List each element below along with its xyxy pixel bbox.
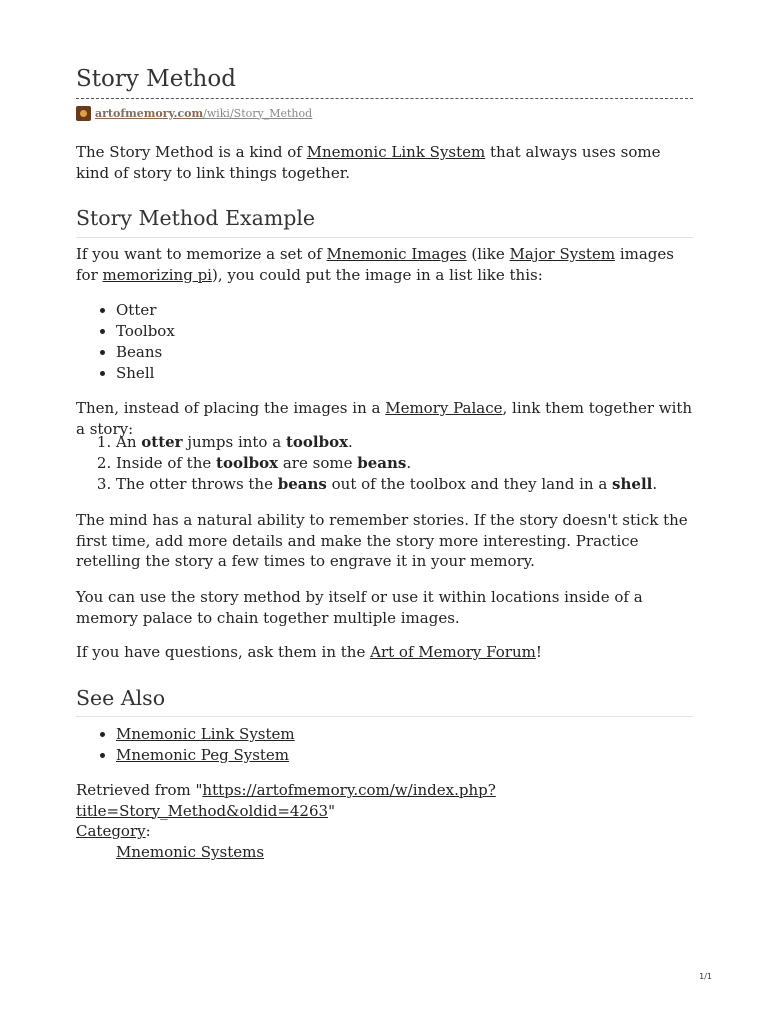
retrieved-text: Retrieved from " (76, 781, 203, 799)
see-also-list (76, 724, 716, 766)
link-art-of-memory-forum[interactable]: Art of Memory Forum (370, 643, 536, 661)
paragraph-text: If you want to memorize a set of (76, 245, 327, 263)
example-paragraph-3: The mind has a natural ability to remember stories. If the story doesn't stick the first time, add more details and make the story more interesting. Practice retelling the story a few times to engrave it in your memory. (76, 511, 688, 570)
heading-divider (76, 716, 693, 717)
example-paragraph-1 (76, 244, 698, 285)
category-label-row (76, 821, 151, 842)
step-text: out of the toolbox and they land in a (326, 475, 613, 493)
link-see-also-mnemonic-link-system[interactable]: Mnemonic Link System (116, 725, 295, 743)
heading-see-also: See Also (76, 686, 166, 710)
link-mnemonic-link-system[interactable]: Mnemonic Link System (306, 143, 486, 161)
heading-divider (76, 237, 693, 238)
story-step (116, 474, 716, 495)
artofmemory-favicon-icon (76, 106, 91, 121)
paragraph-text: ! (535, 643, 542, 661)
step-bold: toolbox (216, 454, 279, 472)
paragraph-text: If you have questions, ask them in the (76, 643, 371, 661)
step-bold: toolbox (285, 433, 349, 451)
step-text: . (348, 433, 353, 451)
story-step (116, 453, 716, 474)
heading-story-method-example: Story Method Example (76, 206, 316, 230)
step-text: The otter throws the (116, 475, 278, 493)
page-number: 1/1 (699, 972, 712, 981)
category-item (116, 842, 264, 863)
category-colon: : (145, 822, 151, 840)
step-text: jumps into a (182, 433, 286, 451)
source-path: /wiki/Story_Method (203, 106, 313, 120)
step-text: . (652, 475, 658, 493)
link-category-mnemonic-systems[interactable]: Mnemonic Systems (116, 843, 265, 861)
list-item: • Beans (116, 342, 716, 363)
page-title: Story Method (76, 66, 236, 92)
paragraph-text: ), you could put the image in a list like this: (211, 265, 543, 284)
step-bold: otter (141, 433, 183, 451)
title-divider (76, 98, 693, 99)
story-steps (76, 432, 716, 495)
source-link[interactable] (95, 107, 312, 120)
paragraph-text: (like (466, 245, 510, 263)
retrieved-from (76, 780, 496, 821)
step-text: An (116, 433, 142, 451)
link-mnemonic-images[interactable]: Mnemonic Images (326, 245, 467, 263)
step-bold: shell (612, 475, 653, 493)
list-item: • Toolbox (116, 321, 716, 342)
paragraph-text: Then, instead of placing the images in a (76, 399, 386, 417)
intro-paragraph (76, 142, 698, 183)
link-memorizing-pi[interactable]: memorizing pi (102, 265, 212, 284)
link-see-also-mnemonic-peg-system[interactable]: Mnemonic Peg System (116, 746, 290, 764)
step-text: Inside of the (116, 454, 217, 472)
intro-text: The Story Method is a kind of (76, 143, 307, 161)
link-memory-palace[interactable]: Memory Palace (385, 399, 503, 417)
paragraph-text: , link them together with a story: (76, 399, 693, 438)
list-item (116, 745, 716, 766)
step-bold: beans (277, 475, 327, 493)
example-paragraph-5 (76, 642, 698, 663)
link-category[interactable]: Category (76, 822, 146, 840)
step-text: are some (278, 454, 358, 472)
example-paragraph-4: You can use the story method by itself or use it within locations inside of a memory palace to chain together multiple images. (76, 588, 643, 627)
step-text: . (406, 454, 412, 472)
paragraph-text: images for (76, 245, 674, 284)
list-item: • Shell (116, 363, 716, 384)
link-major-system[interactable]: Major System (509, 245, 616, 263)
source-line (76, 105, 312, 121)
image-list (76, 300, 716, 384)
retrieved-text: " (328, 801, 335, 820)
source-domain: artofmemory.com (95, 106, 204, 120)
list-item (116, 724, 716, 745)
intro-text-end: that always uses some kind of story to link things together. (76, 143, 661, 182)
step-bold: beans (357, 454, 407, 472)
list-item: • Otter (116, 300, 716, 321)
link-retrieved-url[interactable]: https://artofmemory.com/w/index.php?title=Story_Method&oldid=4263 (76, 781, 496, 820)
story-step (116, 432, 716, 453)
